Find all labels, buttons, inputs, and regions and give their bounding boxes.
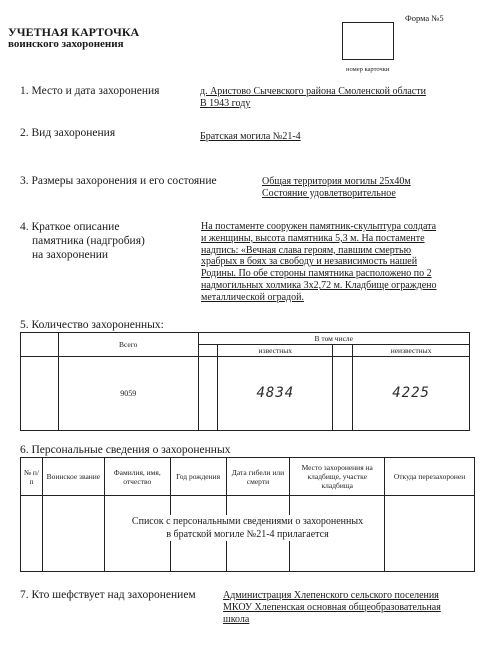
section-2-label: 2. Вид захоронения bbox=[20, 127, 116, 139]
section-7-label: 7. Кто шефствует над захоронением bbox=[20, 589, 196, 601]
section-3-label: 3. Размеры захоронения и его состояние bbox=[20, 175, 217, 187]
unknown-count: 4225 bbox=[353, 357, 470, 431]
burial-size-line: Общая территория могилы 25х40м bbox=[262, 176, 411, 187]
col-birth-year-header: Год рождения bbox=[170, 458, 226, 496]
count-empty-cell bbox=[21, 357, 59, 431]
burial-count-table bbox=[20, 332, 470, 431]
monument-line: и женщины, высота памятника 5,3 м. На постаменте bbox=[201, 232, 425, 244]
col-number-header: № п/п bbox=[21, 458, 43, 496]
count-spacer-cell bbox=[198, 357, 218, 431]
col-total-header: Всего bbox=[58, 333, 198, 357]
total-count: 9059 bbox=[58, 357, 198, 431]
col-reburied-from-header: Откуда перезахоронен bbox=[385, 458, 475, 496]
patronage-line: школа bbox=[223, 613, 250, 625]
col-including-header: В том числе bbox=[198, 333, 469, 345]
col-unknown-header: неизвестных bbox=[353, 345, 470, 357]
monument-line: храбрых в боях за свободу и независимость нашей bbox=[201, 256, 418, 268]
count-spacer-cell bbox=[198, 345, 218, 357]
col-burial-spot-header: Место захоронения на кладбище, участке кладбища bbox=[290, 458, 385, 496]
burial-place-date bbox=[200, 86, 450, 110]
monument-line: надмогильных холмика 3х2,72 м. Кладбище ограждено bbox=[201, 279, 437, 291]
count-spacer-cell bbox=[333, 345, 353, 357]
personal-list-note-line-2: в братской могиле №21-4 прилагается bbox=[166, 529, 329, 540]
col-known-header: известных bbox=[218, 345, 333, 357]
patronage-line: МКОУ Хлепенская основная общеобразовательная bbox=[223, 601, 441, 613]
monument-line: металлической оградой. bbox=[201, 291, 304, 303]
card-subtitle: воинского захоронения bbox=[8, 38, 124, 50]
card-number-box bbox=[342, 22, 394, 60]
burial-date-line: В 1943 году bbox=[200, 97, 251, 109]
personal-list-note bbox=[20, 515, 475, 541]
section-4-label-line-2: памятника (надгробия) bbox=[32, 235, 145, 247]
col-death-date-header: Дата гибели или смерти bbox=[226, 458, 290, 496]
personal-data-table bbox=[20, 457, 475, 572]
burial-size-condition bbox=[262, 176, 462, 200]
patronage-organizations bbox=[223, 590, 473, 625]
count-empty-cell bbox=[21, 333, 59, 357]
burial-place-line: д. Аристово Сычевского района Смоленской области bbox=[200, 86, 426, 97]
known-count: 4834 bbox=[218, 357, 333, 431]
section-4-label bbox=[20, 220, 145, 262]
section-5-label: 5. Количество захороненных: bbox=[20, 319, 164, 331]
burial-condition-line: Состояние удовлетворительное bbox=[262, 187, 396, 199]
section-4-label-line-1: 4. Краткое описание bbox=[20, 221, 120, 233]
section-1-label: 1. Место и дата захоронения bbox=[20, 85, 160, 97]
monument-line: На постаменте сооружен памятник-скульптура солдата bbox=[201, 221, 437, 232]
col-rank-header: Воинское звание bbox=[42, 458, 104, 496]
monument-line: Родины. По обе стороны памятника расположено по 2 bbox=[201, 268, 432, 280]
card-number-label: номер карточки bbox=[346, 66, 390, 73]
form-label: Форма №5 bbox=[405, 13, 444, 23]
personal-list-note-line-1: Список с персональными сведениями о захороненных bbox=[131, 516, 364, 527]
col-name-header: Фамилия, имя, отчество bbox=[104, 458, 170, 496]
burial-type: Братская могила №21-4 bbox=[200, 131, 301, 142]
section-4-label-line-3: на захоронении bbox=[32, 249, 109, 261]
section-6-label: 6. Персональные сведения о захороненных bbox=[20, 444, 231, 456]
count-spacer-cell bbox=[333, 357, 353, 431]
monument-line: надпись: «Вечная слава героям, павшим смертью bbox=[201, 244, 412, 256]
card-title: УЧЕТНАЯ КАРТОЧКА bbox=[8, 25, 140, 39]
monument-description bbox=[201, 221, 456, 304]
patronage-line: Администрация Хлепенского сельского поселения bbox=[223, 590, 439, 601]
